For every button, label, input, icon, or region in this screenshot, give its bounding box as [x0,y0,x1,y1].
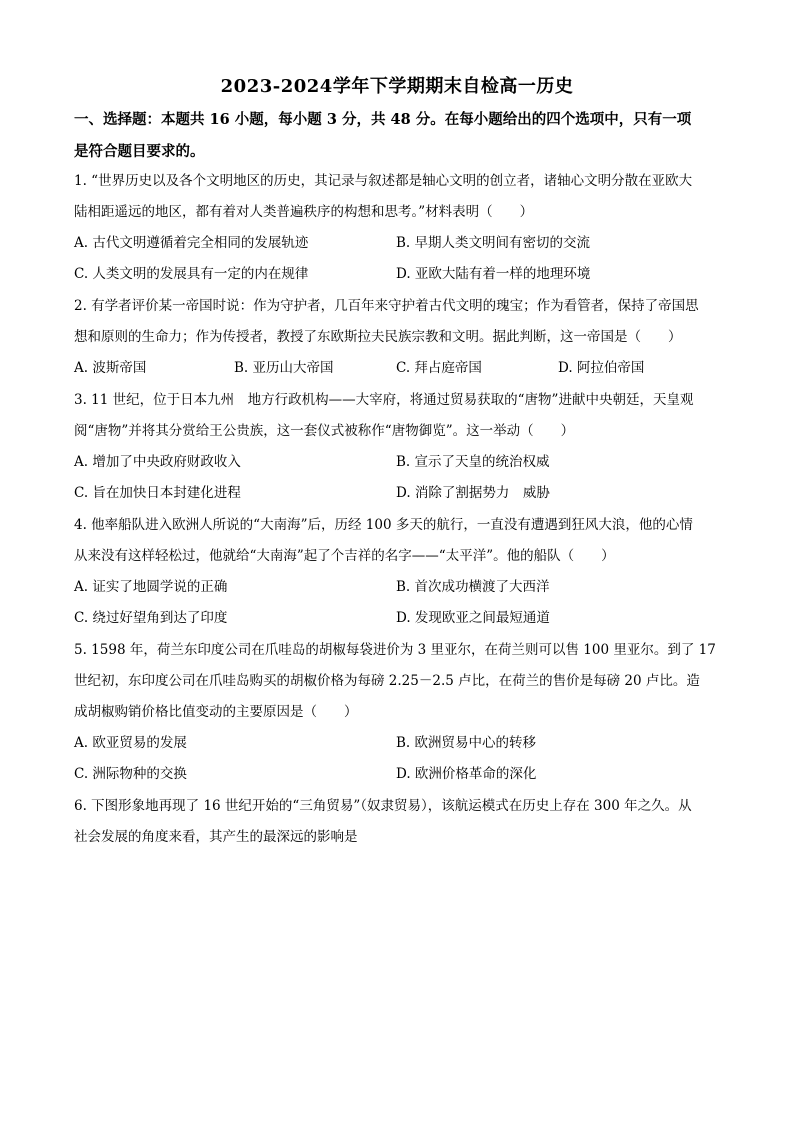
question-5-option-d[interactable]: D. 欧洲价格革命的深化 [396,766,537,782]
question-5-option-a[interactable]: A. 欧亚贸易的发展 [74,735,187,751]
question-2-line-1: 2. 有学者评价某一帝国时说：作为守护者，几百年来守护着古代文明的瑰宝；作为看管者，保持了帝国思 [74,298,699,314]
question-1-option-a[interactable]: A. 古代文明遵循着完全相同的发展轨迹 [74,235,309,251]
question-6-line-2: 社会发展的角度来看，其产生的最深远的影响是 [74,829,358,845]
question-1-line-1: 1. “世界历史以及各个文明地区的历史，其记录与叙述都是轴心文明的创立者，诸轴心文明分散在亚欧大 [74,173,693,189]
question-6-line-1: 6. 下图形象地再现了 16 世纪开始的“三角贸易”（奴隶贸易），该航运模式在历史上存在 300 年之久。从 [74,798,692,814]
question-3-option-a[interactable]: A. 增加了中央政府财政收入 [74,454,241,470]
question-1-line-2: 陆相距遥远的地区，都有着对人类普遍秩序的构想和思考。”材料表明（ ） [74,204,534,220]
question-1-option-b[interactable]: B. 早期人类文明间有密切的交流 [396,235,591,251]
question-4-option-d[interactable]: D. 发现欧亚之间最短通道 [396,610,550,626]
question-1-option-c[interactable]: C. 人类文明的发展具有一定的内在规律 [74,266,309,282]
question-5-option-b[interactable]: B. 欧洲贸易中心的转移 [396,735,537,751]
question-5-line-2: 世纪初，东印度公司在爪哇岛购买的胡椒价格为每磅 2.25－2.5 卢比，在荷兰的售价是每磅 20 卢比。造 [74,673,700,689]
question-1-option-d[interactable]: D. 亚欧大陆有着一样的地理环境 [396,266,591,282]
question-3-line-1: 3. 11 世纪，位于日本九州 地方行政机构——大宰府，将通过贸易获取的“唐物”进献中央朝廷，天皇观 [74,392,694,408]
question-3-line-2: 阅“唐物”并将其分赏给王公贵族，这一套仪式被称作“唐物御览”。这一举动（ ） [74,423,575,439]
question-4-option-a[interactable]: A. 证实了地圆学说的正确 [74,579,228,595]
question-5-line-3: 成胡椒购销价格比值变动的主要原因是（ ） [74,704,358,720]
question-2-option-d[interactable]: D. 阿拉伯帝国 [558,360,645,376]
question-4-option-c[interactable]: C. 绕过好望角到达了印度 [74,610,228,626]
question-3-option-c[interactable]: C. 旨在加快日本封建化进程 [74,485,241,501]
section-heading-line-1: 一、选择题：本题共 16 小题，每小题 3 分，共 48 分。在每小题给出的四个选项中，只有一项 [74,111,692,128]
question-5-option-c[interactable]: C. 洲际物种的交换 [74,766,187,782]
question-2-line-2: 想和原则的生命力；作为传授者，教授了东欧斯拉夫民族宗教和文明。据此判断，这一帝国是（ ） [74,329,682,345]
section-heading-line-2: 是符合题目要求的。 [74,143,205,160]
question-3-option-d[interactable]: D. 消除了割据势力 威胁 [396,485,550,501]
question-2-option-b[interactable]: B. 亚历山大帝国 [234,360,334,376]
question-3-option-b[interactable]: B. 宣示了天皇的统治权威 [396,454,550,470]
question-4-option-b[interactable]: B. 首次成功横渡了大西洋 [396,579,550,595]
question-4-line-1: 4. 他率船队进入欧洲人所说的“大南海”后，历经 100 多天的航行，一直没有遭遇到狂风大浪，他的心情 [74,517,693,533]
question-4-line-2: 从来没有这样轻松过，他就给“大南海”起了个吉祥的名字——“太平洋”。他的船队（ ） [74,548,615,564]
question-5-line-1: 5. 1598 年，荷兰东印度公司在爪哇岛的胡椒每袋进价为 3 里亚尔，在荷兰则可以售 100 里亚尔。到了 17 [74,642,716,658]
page-title: 2023-2024学年下学期期末自检高一历史 [220,76,574,97]
question-2-option-c[interactable]: C. 拜占庭帝国 [396,360,482,376]
question-2-option-a[interactable]: A. 波斯帝国 [74,360,147,376]
